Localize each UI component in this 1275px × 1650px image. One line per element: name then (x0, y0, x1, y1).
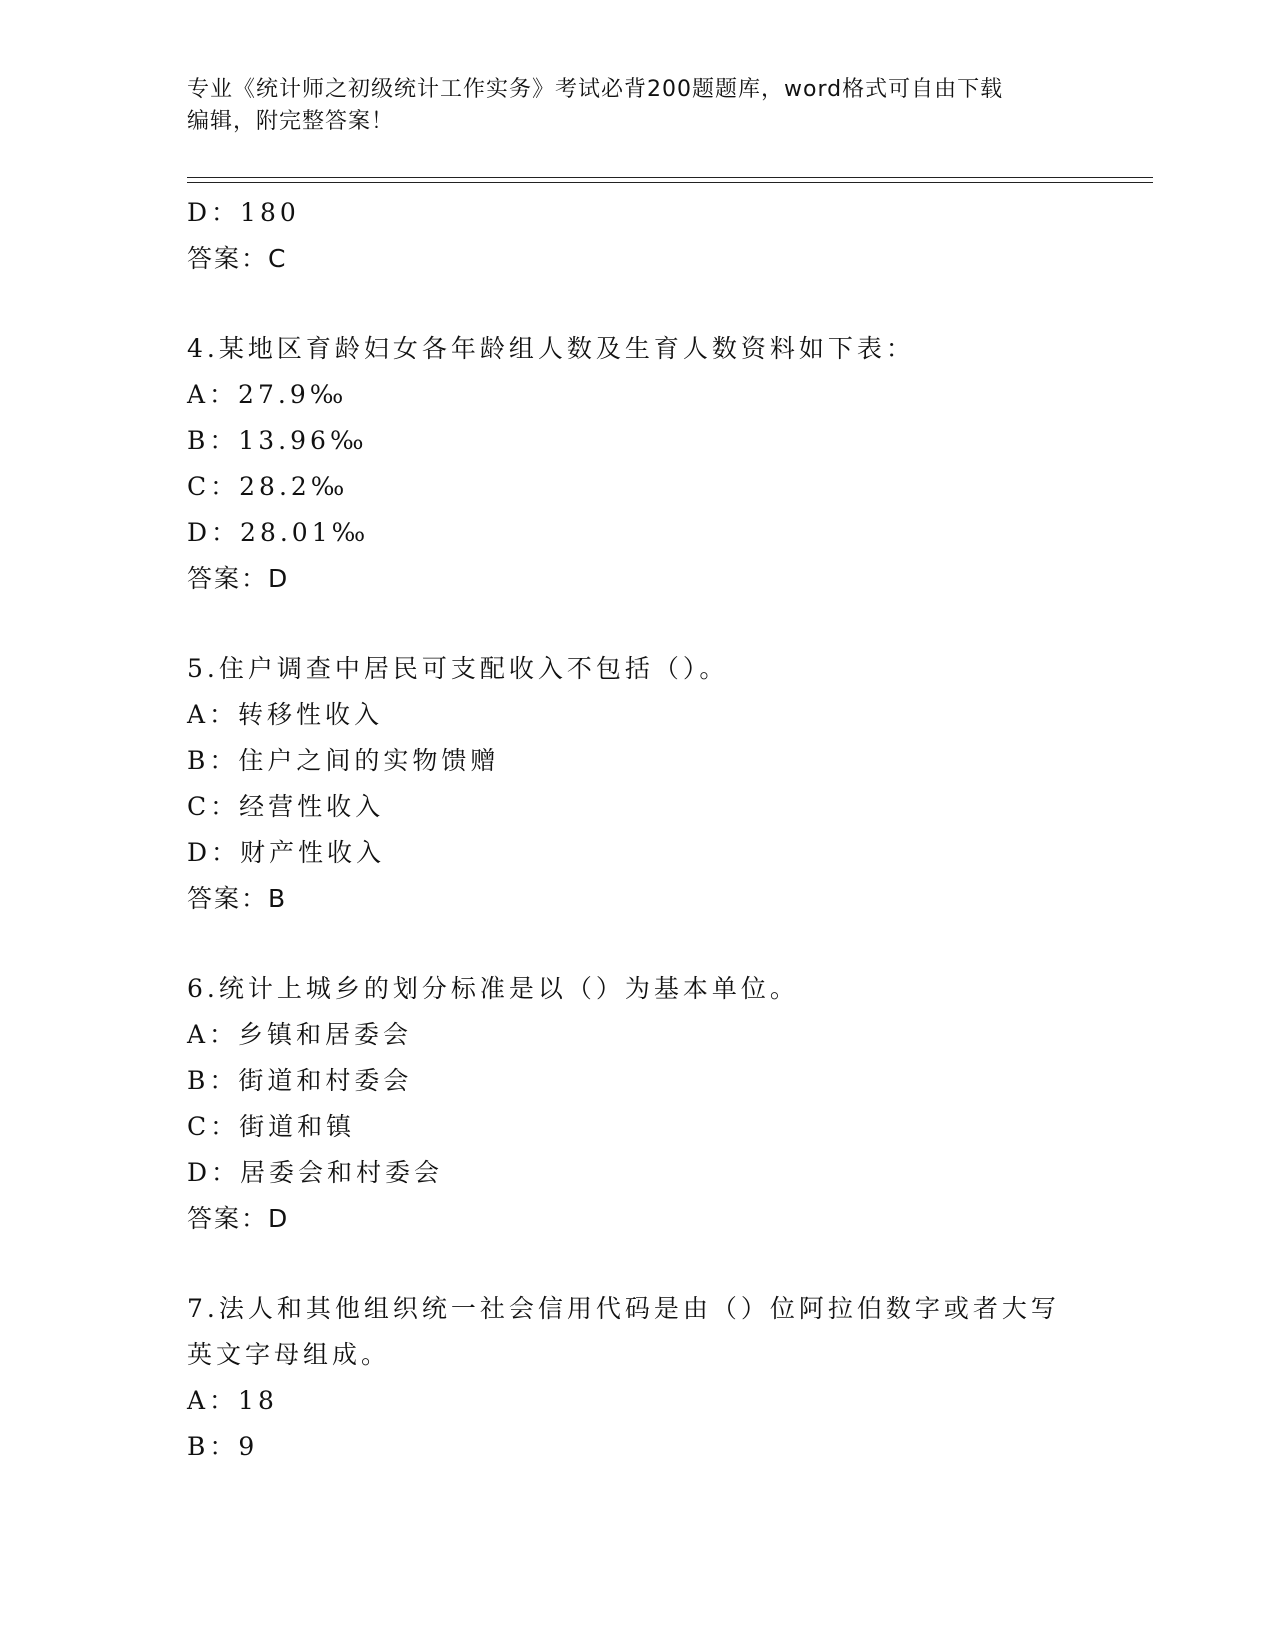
option-b: B：9 (187, 1432, 259, 1461)
question-list (187, 190, 1087, 1470)
header-divider-top (187, 177, 1153, 178)
answer-label: 答案：C (187, 244, 288, 273)
option-b: B：街道和村委会 (187, 1066, 413, 1095)
question-stem-line-1: 7.法人和其他组织统一社会信用代码是由（）位阿拉伯数字或者大写 (187, 1294, 1060, 1323)
option-a: A：18 (187, 1386, 278, 1415)
question-4 (187, 326, 1087, 602)
header-divider-bottom (187, 182, 1153, 183)
option-d: D：180 (187, 198, 300, 227)
option-d: D：28.01‰ (187, 518, 370, 547)
question-6 (187, 966, 1087, 1242)
question-7 (187, 1286, 1087, 1470)
option-b: B：13.96‰ (187, 426, 368, 455)
previous-question-tail (187, 190, 1087, 282)
option-d: D：财产性收入 (187, 838, 386, 867)
answer-label: 答案：D (187, 564, 290, 593)
document-header (187, 74, 1067, 138)
option-c: C：街道和镇 (187, 1112, 356, 1141)
option-d: D：居委会和村委会 (187, 1158, 444, 1187)
option-c: C：经营性收入 (187, 792, 385, 821)
question-stem: 5.住户调查中居民可支配收入不包括（）。 (187, 654, 729, 683)
question-5 (187, 646, 1087, 922)
question-stem-line-2: 英文字母组成。 (187, 1340, 391, 1369)
header-line-2: 编辑，附完整答案！ (187, 109, 395, 134)
header-line-1: 专业《统计师之初级统计工作实务》考试必背200题题库，word格式可自由下载 (187, 77, 1004, 102)
option-b: B：住户之间的实物馈赠 (187, 746, 500, 775)
answer-label: 答案：B (187, 884, 288, 913)
answer-label: 答案：D (187, 1204, 290, 1233)
option-a: A：27.9‰ (187, 380, 348, 409)
question-stem: 4.某地区育龄妇女各年龄组人数及生育人数资料如下表： (187, 334, 915, 363)
option-a: A：乡镇和居委会 (187, 1020, 413, 1049)
option-c: C：28.2‰ (187, 472, 349, 501)
question-stem: 6.统计上城乡的划分标准是以（）为基本单位。 (187, 974, 799, 1003)
option-a: A：转移性收入 (187, 700, 384, 729)
